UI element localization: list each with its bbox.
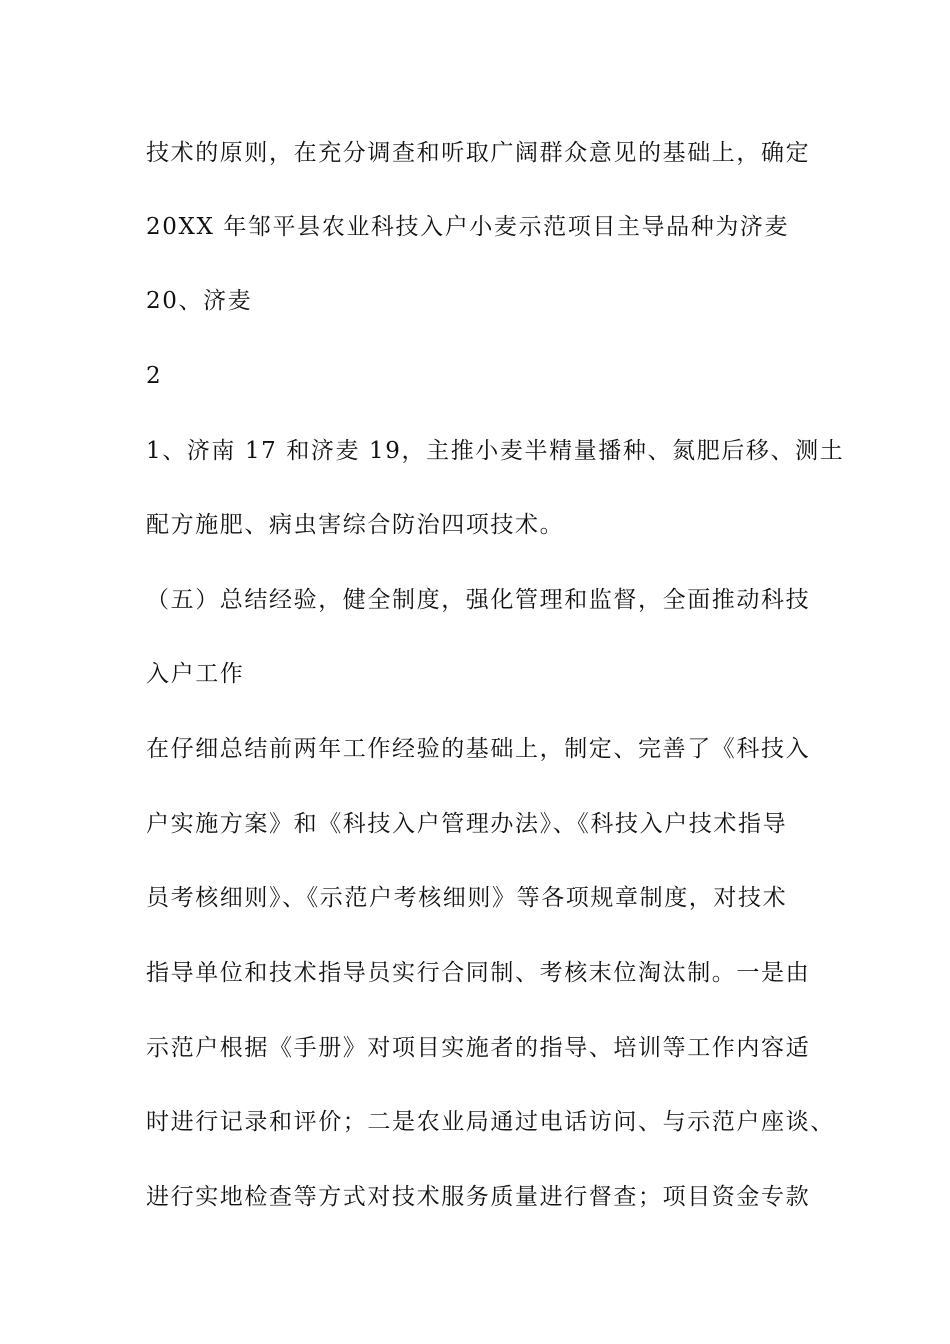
text-line: 1、济南 17 和济麦 19，主推小麦半精量播种、氮肥后移、测土 bbox=[146, 438, 845, 464]
text-line: 员考核细则》、《示范户考核细则》等各项规章制度，对技术 bbox=[146, 885, 788, 911]
text-line: 20XX 年邹平县农业科技入户小麦示范项目主导品种为济麦 bbox=[146, 214, 790, 240]
section-heading: （五）总结经验，健全制度，强化管理和监督，全面推动科技 bbox=[146, 587, 811, 613]
text-line: 20、济麦 bbox=[146, 288, 253, 314]
text-line: 2 bbox=[146, 363, 163, 389]
text-line: 在仔细总结前两年工作经验的基础上，制定、完善了《科技入 bbox=[146, 736, 811, 762]
text-line: 技术的原则，在充分调查和听取广阔群众意见的基础上，确定 bbox=[146, 140, 811, 166]
text-line: 配方施肥、病虫害综合防治四项技术。 bbox=[146, 512, 565, 538]
text-line: 进行实地检查等方式对技术服务质量进行督查；项目资金专款 bbox=[146, 1184, 811, 1210]
text-line: 指导单位和技术指导员实行合同制、考核末位淘汰制。一是由 bbox=[146, 960, 811, 986]
text-line: 户实施方案》和《科技入户管理办法》、《科技入户技术指导 bbox=[146, 811, 788, 837]
text-line: 示范户根据《手册》对项目实施者的指导、培训等工作内容适 bbox=[146, 1035, 811, 1061]
text-line: 时进行记录和评价；二是农业局通过电话访问、与示范户座谈、 bbox=[146, 1109, 835, 1135]
section-heading: 入户工作 bbox=[146, 661, 245, 687]
